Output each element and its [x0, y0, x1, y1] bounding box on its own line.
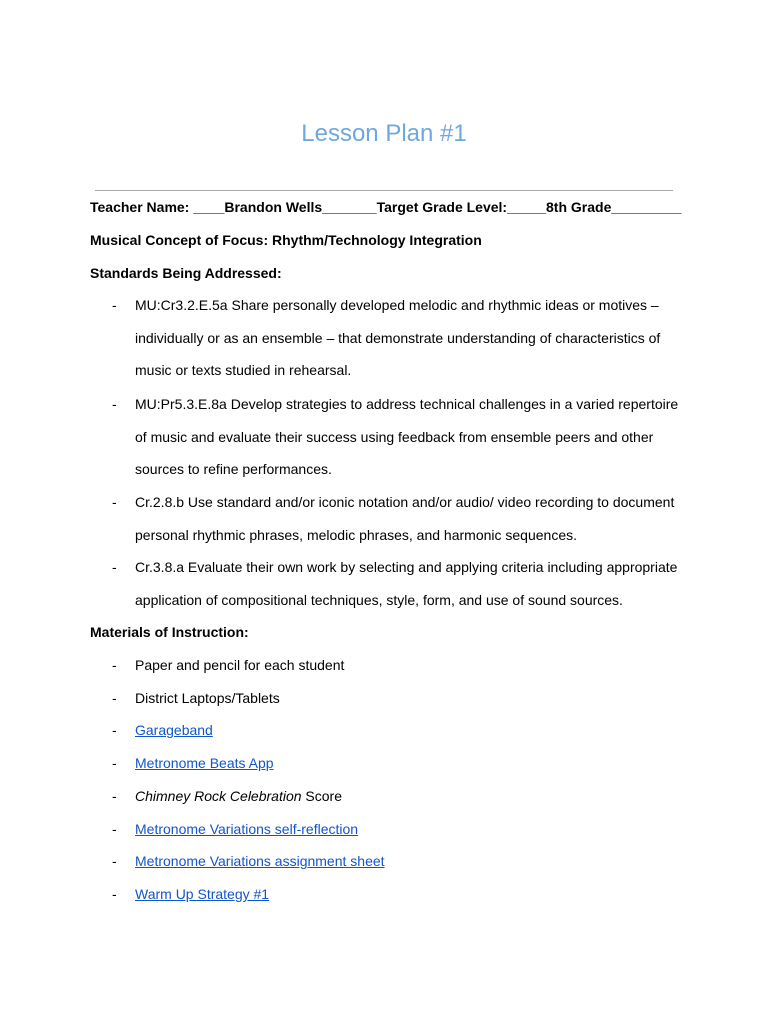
list-bullet: - [112, 690, 117, 706]
warm-up-strategy-link[interactable]: Warm Up Strategy #1 [135, 886, 270, 902]
list-bullet: - [112, 657, 117, 673]
standard-1-line-2: individually or as an ensemble – that demonstrate understanding of characteristics of [135, 330, 661, 346]
list-bullet: - [112, 821, 117, 837]
self-reflection-link[interactable]: Metronome Variations self-reflection [135, 821, 359, 837]
standard-1-line-3: music or texts studied in rehearsal. [135, 362, 352, 378]
garageband-link[interactable]: Garageband [135, 722, 213, 738]
material-score [135, 787, 342, 805]
concept-line: Musical Concept of Focus: Rhythm/Technology Integration [90, 232, 482, 248]
metronome-beats-app-link[interactable]: Metronome Beats App [135, 755, 274, 771]
standard-4-line-1: Cr.3.8.a Evaluate their own work by selecting and applying criteria including appropriate [135, 559, 678, 575]
list-bullet: - [112, 788, 117, 804]
standard-2-line-3: sources to refine performances. [135, 461, 332, 477]
material-paper-pencil: Paper and pencil for each student [135, 657, 345, 673]
standard-2-line-2: of music and evaluate their success using feedback from ensemble peers and other [135, 429, 654, 445]
page-title: Lesson Plan #1 [301, 120, 467, 147]
list-bullet: - [112, 853, 117, 869]
standard-4-line-2: application of compositional techniques, style, form, and use of sound sources. [135, 592, 623, 608]
teacher-info-line: Teacher Name: ____Brandon Wells_______Target Grade Level:_____8th Grade_________ [90, 199, 682, 215]
horizontal-rule [95, 190, 673, 191]
materials-heading: Materials of Instruction: [90, 624, 249, 640]
assignment-sheet-link[interactable]: Metronome Variations assignment sheet [135, 853, 385, 869]
list-bullet: - [112, 494, 117, 510]
standard-3-line-1: Cr.2.8.b Use standard and/or iconic notation and/or audio/ video recording to document [135, 494, 675, 510]
list-bullet: - [112, 755, 117, 771]
standard-3-line-2: personal rhythmic phrases, melodic phrases, and harmonic sequences. [135, 527, 578, 543]
list-bullet: - [112, 722, 117, 738]
list-bullet: - [112, 396, 117, 412]
score-title: Chimney Rock Celebration [135, 788, 302, 804]
list-bullet: - [112, 297, 117, 313]
material-laptops: District Laptops/Tablets [135, 690, 280, 706]
standard-1-line-1: MU:Cr3.2.E.5a Share personally developed melodic and rhythmic ideas or motives – [135, 297, 659, 313]
list-bullet: - [112, 886, 117, 902]
score-suffix: Score [301, 788, 342, 804]
standard-2-line-1: MU:Pr5.3.E.8a Develop strategies to address technical challenges in a varied repertoire [135, 396, 679, 412]
list-bullet: - [112, 559, 117, 575]
standards-heading: Standards Being Addressed: [90, 265, 282, 281]
